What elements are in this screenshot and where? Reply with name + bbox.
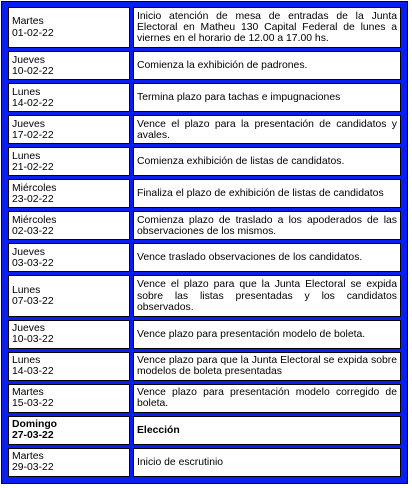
event-description: Comienza exhibición de listas de candidatos. — [133, 147, 401, 176]
schedule-row — [8, 352, 401, 381]
weekday-label: Martes — [12, 451, 44, 463]
schedule-row — [8, 243, 401, 272]
schedule-row — [8, 83, 401, 112]
date-value: 15-03-22 — [12, 398, 54, 410]
date-value: 02-03-22 — [12, 225, 54, 237]
weekday-label: Domingo — [12, 419, 58, 431]
event-description: Vence el plazo para que la Junta Electoral se expida sobre las listas presentadas y los candidatos observados. — [133, 275, 401, 316]
schedule-row — [8, 51, 401, 80]
date-value: 01-02-22 — [12, 27, 54, 39]
weekday-label: Martes — [12, 387, 44, 399]
date-value: 03-03-22 — [12, 257, 54, 269]
schedule-row — [8, 7, 401, 48]
event-description: Comienza plazo de traslado a los apoderados de las observaciones de los mismos. — [133, 211, 401, 240]
weekday-label: Jueves — [12, 54, 45, 66]
date-value: 14-02-22 — [12, 97, 54, 109]
date-value: 10-02-22 — [12, 65, 54, 77]
weekday-label: Lunes — [12, 355, 41, 367]
schedule-row — [8, 448, 401, 477]
weekday-label: Jueves — [12, 323, 45, 335]
weekday-label: Miércoles — [12, 214, 57, 226]
electoral-schedule-table — [5, 4, 404, 480]
weekday-label: Lunes — [12, 284, 41, 296]
date-value: 23-02-22 — [12, 193, 54, 205]
weekday-label: Jueves — [12, 118, 45, 130]
date-cell — [8, 51, 130, 80]
event-description: Termina plazo para tachas e impugnaciones — [133, 83, 401, 112]
schedule-row — [8, 320, 401, 349]
date-cell — [8, 83, 130, 112]
date-cell — [8, 243, 130, 272]
schedule-body — [8, 7, 401, 477]
date-value: 17-02-22 — [12, 129, 54, 141]
event-description: Vence el plazo para la presentación de candidatos y avales. — [133, 115, 401, 144]
weekday-label: Miércoles — [12, 182, 57, 194]
schedule-row — [8, 211, 401, 240]
date-value: 29-03-22 — [12, 462, 54, 474]
schedule-frame — [1, 1, 408, 484]
event-description: Vence plazo para que la Junta Electoral se expida sobre modelos de boleta presentadas — [133, 352, 401, 381]
date-cell — [8, 147, 130, 176]
date-cell — [8, 384, 130, 413]
date-value: 27-03-22 — [12, 430, 54, 442]
date-cell — [8, 275, 130, 316]
event-description: Elección — [133, 416, 401, 445]
event-description: Finaliza el plazo de exhibición de listas de candidatos — [133, 179, 401, 208]
weekday-label: Lunes — [12, 150, 41, 162]
date-cell — [8, 7, 130, 48]
date-cell — [8, 448, 130, 477]
schedule-row — [8, 416, 401, 445]
event-description: Comienza la exhibición de padrones. — [133, 51, 401, 80]
event-description: Vence plazo para presentación modelo corregido de boleta. — [133, 384, 401, 413]
schedule-row — [8, 179, 401, 208]
date-value: 07-03-22 — [12, 296, 54, 308]
event-description: Vence traslado observaciones de los candidatos. — [133, 243, 401, 272]
schedule-row — [8, 147, 401, 176]
weekday-label: Martes — [12, 16, 44, 28]
event-description: Vence plazo para presentación modelo de boleta. — [133, 320, 401, 349]
schedule-row — [8, 115, 401, 144]
date-cell — [8, 179, 130, 208]
schedule-row — [8, 275, 401, 316]
schedule-row — [8, 384, 401, 413]
date-cell — [8, 320, 130, 349]
date-value: 14-03-22 — [12, 366, 54, 378]
date-cell — [8, 115, 130, 144]
date-value: 21-02-22 — [12, 161, 54, 173]
date-cell — [8, 211, 130, 240]
event-description: Inicio de escrutinio — [133, 448, 401, 477]
date-cell — [8, 416, 130, 445]
weekday-label: Lunes — [12, 86, 41, 98]
event-description: Inicio atención de mesa de entradas de la Junta Electoral en Matheu 130 Capital Federal de lunes a viernes en el horario de 12.00 a 17.00 hs. — [133, 7, 401, 48]
date-cell — [8, 352, 130, 381]
weekday-label: Jueves — [12, 246, 45, 258]
date-value: 10-03-22 — [12, 334, 54, 346]
